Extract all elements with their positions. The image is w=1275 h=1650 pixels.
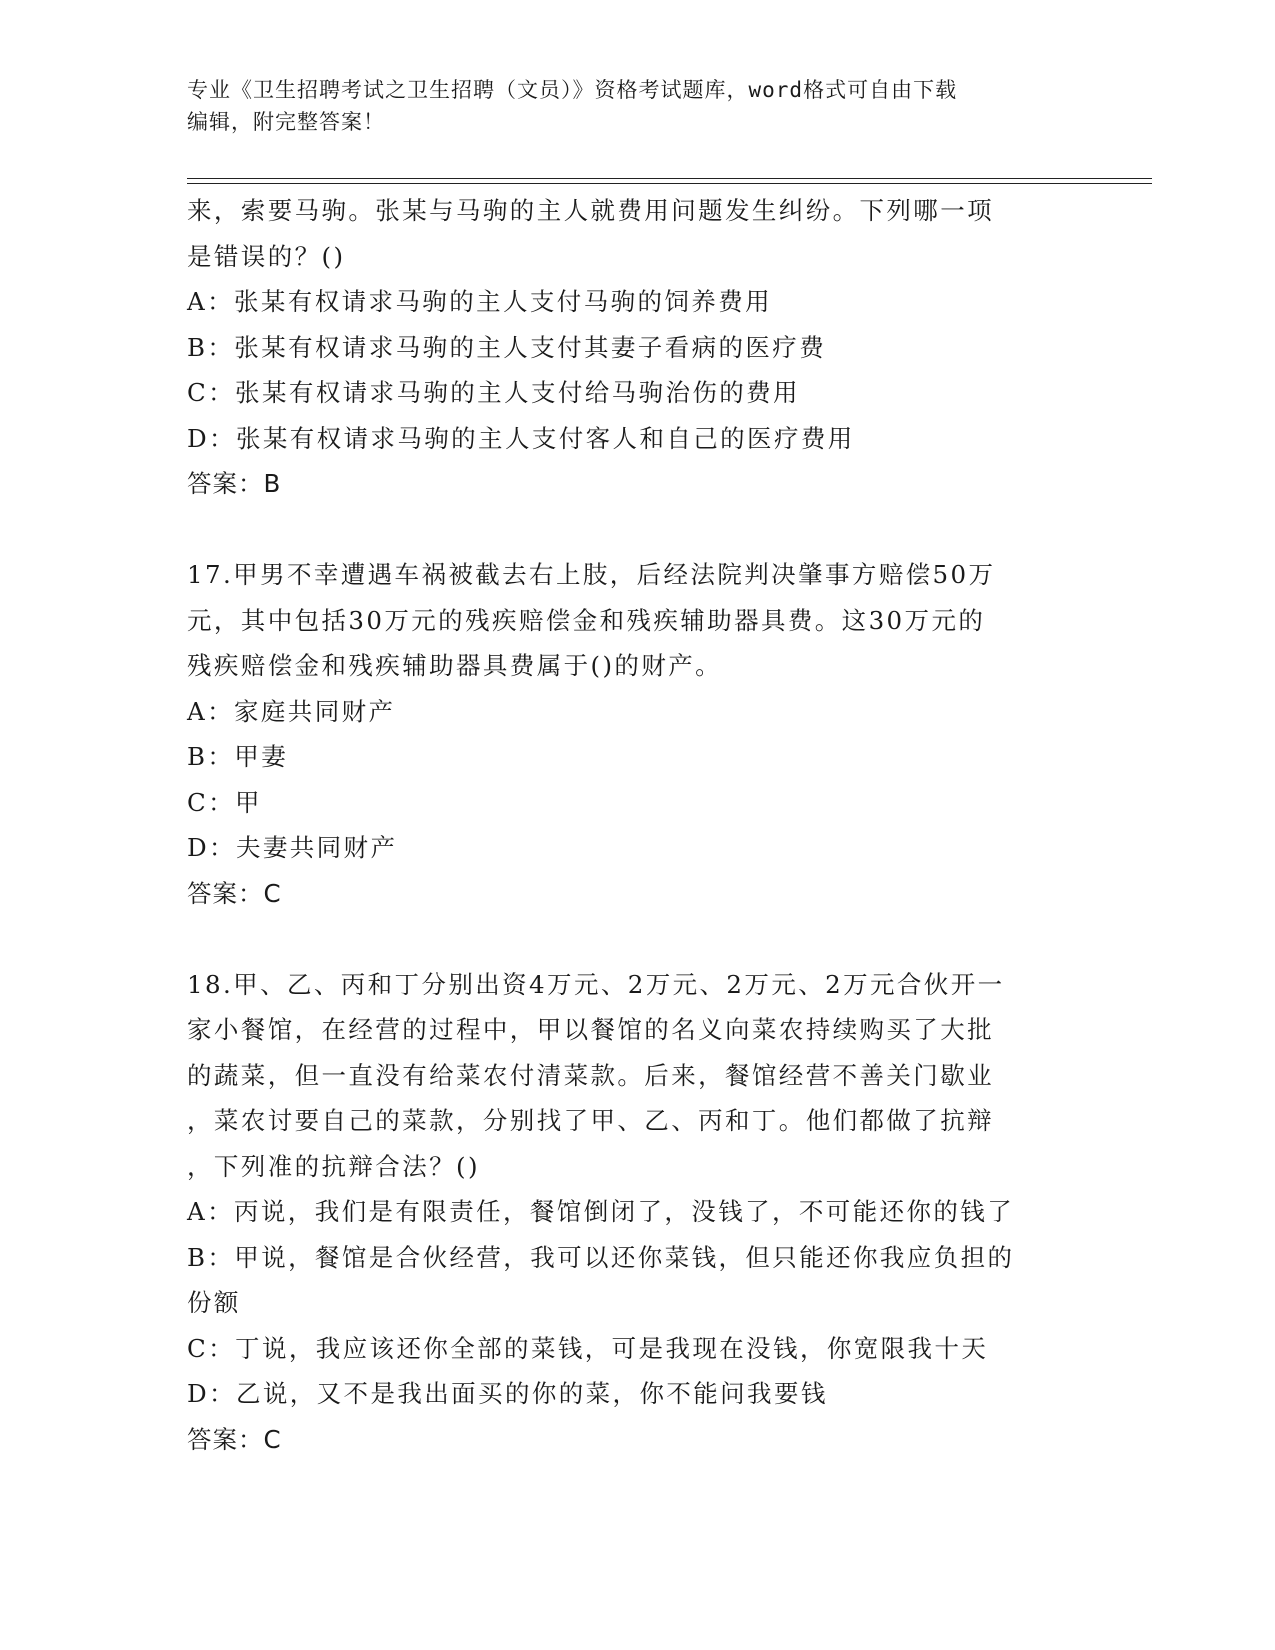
- option-c: C：丁说，我应该还你全部的菜钱，可是我现在没钱，你宽限我十天: [187, 1333, 989, 1363]
- question-stem-line: 残疾赔偿金和残疾辅助器具费属于()的财产。: [187, 651, 723, 680]
- option-a: A：张某有权请求马驹的主人支付马驹的饲养费用: [187, 287, 772, 316]
- option-b: B：甲说，餐馆是合伙经营，我可以还你菜钱，但只能还你我应负担的: [187, 1242, 1015, 1272]
- question-stem-line: ，菜农讨要自己的菜款，分别找了甲、乙、丙和丁。他们都做了抗辩: [187, 1106, 994, 1135]
- question-stem-line: 17.甲男不幸遭遇车祸被截去右上肢，后经法院判决肇事方赔偿50万: [187, 560, 996, 589]
- question-stem-line: 家小餐馆，在经营的过程中，甲以餐馆的名义向菜农持续购买了大批: [187, 1015, 994, 1044]
- question-17: [187, 552, 1087, 916]
- question-stem-line: 来，索要马驹。张某与马驹的主人就费用问题发生纠纷。下列哪一项: [187, 196, 994, 225]
- header-divider-top: [187, 178, 1152, 179]
- option-d: D：乙说，又不是我出面买的你的菜，你不能问我要钱: [187, 1379, 828, 1408]
- question-list: [187, 188, 1087, 1462]
- question-18: [187, 962, 1087, 1463]
- spacer: [187, 507, 1087, 553]
- option-d: D：张某有权请求马驹的主人支付客人和自己的医疗费用: [187, 423, 855, 453]
- option-c: C：张某有权请求马驹的主人支付给马驹治伤的费用: [187, 378, 800, 407]
- document-header: [187, 74, 1067, 138]
- spacer: [187, 916, 1087, 962]
- answer-label: 答案：C: [187, 1424, 282, 1454]
- answer-label: 答案：B: [187, 469, 282, 498]
- option-b: B：张某有权请求马驹的主人支付其妻子看病的医疗费: [187, 332, 827, 362]
- question-stem-line: 是错误的？(): [187, 241, 346, 271]
- option-b: B：甲妻: [187, 742, 289, 771]
- option-a: A：丙说，我们是有限责任，餐馆倒闭了，没钱了，不可能还你的钱了: [187, 1197, 1015, 1226]
- header-divider-bottom: [187, 183, 1152, 184]
- question-stem-line: 元，其中包括30万元的残疾赔偿金和残疾辅助器具费。这30万元的: [187, 605, 986, 635]
- question-16: [187, 188, 1087, 507]
- header-line-1: 专业《卫生招聘考试之卫生招聘（文员）》资格考试题库，word格式可自由下载: [187, 78, 958, 102]
- option-c: C：甲: [187, 787, 262, 817]
- option-a: A：家庭共同财产: [187, 696, 396, 726]
- answer-label: 答案：C: [187, 878, 282, 908]
- option-d: D：夫妻共同财产: [187, 833, 398, 862]
- question-stem-line: ，下列准的抗辩合法？(): [187, 1151, 480, 1181]
- question-stem-line: 18.甲、乙、丙和丁分别出资4万元、2万元、2万元、2万元合伙开一: [187, 969, 1005, 999]
- header-line-2: 编辑，附完整答案！: [187, 110, 385, 134]
- question-stem-line: 的蔬菜，但一直没有给菜农付清菜款。后来，餐馆经营不善关门歇业: [187, 1060, 994, 1090]
- option-b-continued: 份额: [187, 1288, 241, 1317]
